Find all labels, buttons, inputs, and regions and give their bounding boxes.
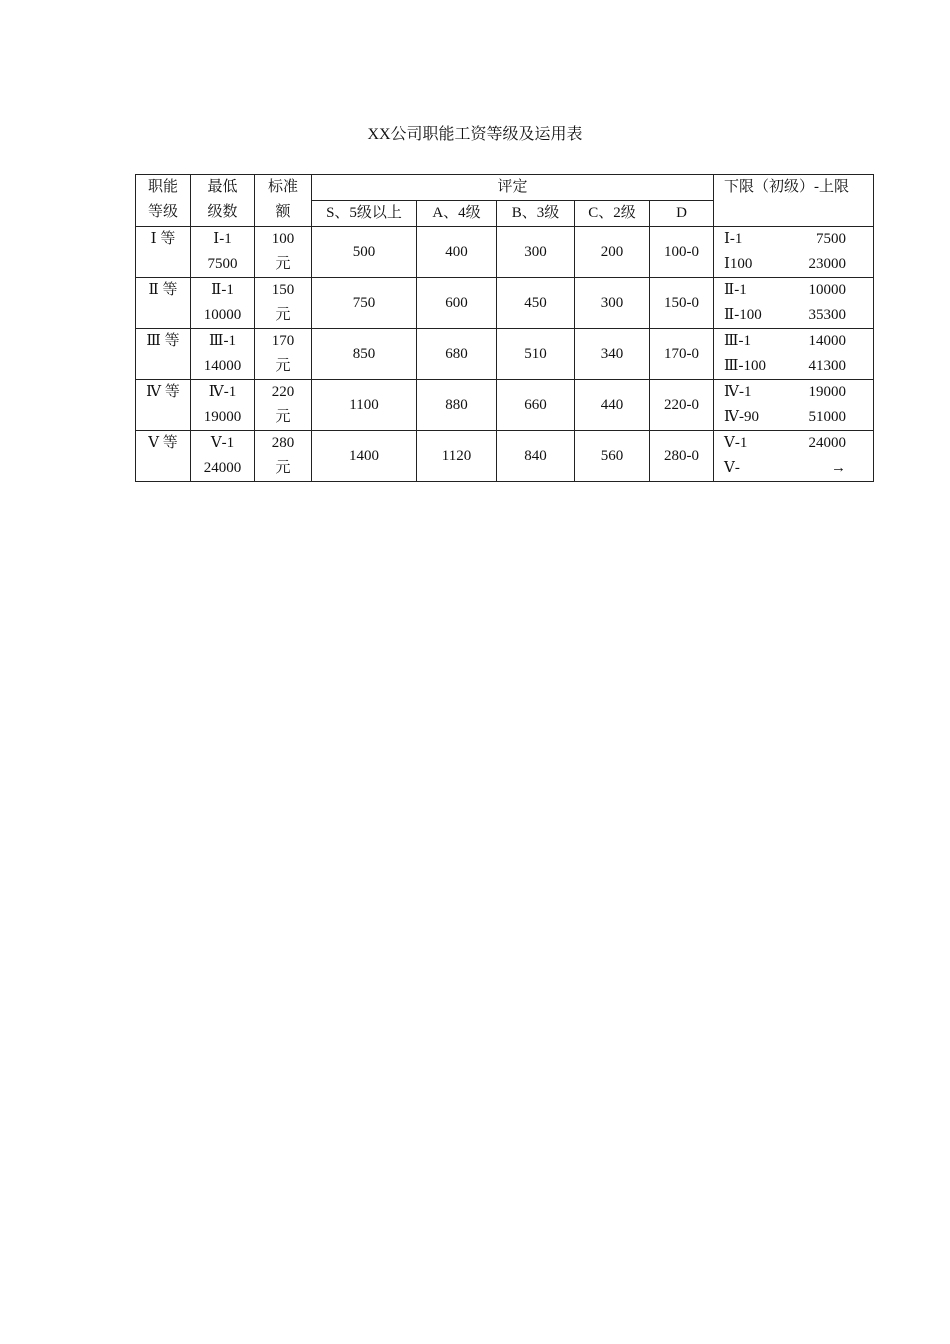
eval-a-cell: 600 (417, 278, 497, 329)
standard-cell (255, 278, 312, 329)
eval-b-cell: 300 (497, 227, 575, 278)
min-level-cell (191, 278, 255, 329)
header-grade (136, 175, 191, 227)
range-cell (714, 227, 874, 278)
standard-unit: 元 (275, 460, 291, 476)
grade-cell: Ⅰ 等 (136, 227, 191, 278)
range-upper (724, 252, 873, 277)
page-title: XX公司职能工资等级及运用表 (367, 126, 583, 143)
eval-s-cell: 750 (312, 278, 417, 329)
eval-d-cell: 150-0 (650, 278, 714, 329)
header-grade-line1: 职能 (147, 179, 178, 195)
range-lower-value: 10000 (808, 282, 846, 298)
range-lower (724, 329, 873, 354)
eval-d-cell: 280-0 (650, 431, 714, 482)
min-level-amount: 7500 (207, 256, 238, 272)
standard-unit: 元 (275, 307, 291, 323)
range-upper-code: Ⅳ-90 (724, 409, 759, 425)
range-cell (714, 431, 874, 482)
range-lower-code: Ⅴ-1 (724, 435, 748, 451)
min-level-amount: 19000 (203, 409, 242, 425)
header-min-level (191, 175, 255, 227)
standard-amount: 150 (271, 282, 295, 298)
min-level-amount: 10000 (203, 307, 242, 323)
min-level-cell (191, 329, 255, 380)
header-std-line1: 标准 (267, 179, 298, 195)
header-row-1 (136, 175, 874, 201)
header-min-line1: 最低 (207, 179, 238, 195)
table-row (136, 278, 874, 329)
standard-amount: 280 (271, 435, 295, 451)
min-level-code: Ⅴ-1 (210, 435, 235, 451)
range-upper-value: 35300 (808, 307, 846, 323)
standard-unit: 元 (275, 358, 291, 374)
wage-grade-table (135, 174, 874, 482)
eval-c-cell: 340 (575, 329, 650, 380)
standard-cell (255, 431, 312, 482)
range-lower-value: 19000 (808, 384, 846, 400)
eval-a-cell: 400 (417, 227, 497, 278)
standard-cell (255, 380, 312, 431)
grade-cell: Ⅴ 等 (136, 431, 191, 482)
header-range: 下限（初级）-上限 (714, 175, 874, 227)
header-min-line2: 级数 (207, 204, 238, 220)
eval-a-cell: 1120 (417, 431, 497, 482)
eval-a-cell: 680 (417, 329, 497, 380)
range-upper-code: Ⅱ-100 (724, 307, 762, 323)
header-eval-d: D (650, 201, 714, 227)
range-lower (724, 278, 873, 303)
range-upper-code: Ⅰ100 (724, 256, 753, 272)
range-upper-value: 23000 (808, 256, 846, 272)
range-upper (724, 405, 873, 430)
eval-d-cell: 220-0 (650, 380, 714, 431)
range-upper (724, 303, 873, 328)
min-level-cell (191, 380, 255, 431)
min-level-amount: 24000 (203, 460, 242, 476)
eval-a-cell: 880 (417, 380, 497, 431)
range-lower-value: 14000 (808, 333, 846, 349)
eval-s-cell: 850 (312, 329, 417, 380)
range-cell (714, 380, 874, 431)
eval-d-cell: 100-0 (650, 227, 714, 278)
header-eval-s: S、5级以上 (312, 201, 417, 227)
range-lower-value: 24000 (808, 435, 846, 451)
min-level-cell (191, 431, 255, 482)
range-lower-code: Ⅱ-1 (724, 282, 747, 298)
table-row (136, 227, 874, 278)
range-upper-code: Ⅲ-100 (724, 358, 766, 374)
eval-b-cell: 510 (497, 329, 575, 380)
range-upper-value: 51000 (808, 409, 846, 425)
eval-b-cell: 450 (497, 278, 575, 329)
eval-s-cell: 500 (312, 227, 417, 278)
min-level-code: Ⅰ-1 (213, 231, 232, 247)
range-lower-code: Ⅰ-1 (724, 231, 743, 247)
standard-amount: 170 (271, 333, 295, 349)
header-standard (255, 175, 312, 227)
range-lower (724, 380, 873, 405)
eval-c-cell: 200 (575, 227, 650, 278)
range-cell (714, 278, 874, 329)
eval-c-cell: 560 (575, 431, 650, 482)
grade-cell: Ⅱ 等 (136, 278, 191, 329)
standard-cell (255, 227, 312, 278)
eval-b-cell: 840 (497, 431, 575, 482)
grade-cell: Ⅳ 等 (136, 380, 191, 431)
min-level-cell (191, 227, 255, 278)
table-row (136, 431, 874, 482)
range-upper (724, 456, 873, 481)
eval-c-cell: 440 (575, 380, 650, 431)
header-eval-a: A、4级 (417, 201, 497, 227)
range-lower-code: Ⅳ-1 (724, 384, 752, 400)
eval-s-cell: 1400 (312, 431, 417, 482)
header-std-line2: 额 (275, 204, 291, 220)
range-lower-value: 7500 (816, 231, 846, 247)
min-level-code: Ⅱ-1 (211, 282, 234, 298)
eval-s-cell: 1100 (312, 380, 417, 431)
range-lower-code: Ⅲ-1 (724, 333, 751, 349)
grade-cell: Ⅲ 等 (136, 329, 191, 380)
table-row (136, 380, 874, 431)
standard-amount: 220 (271, 384, 295, 400)
range-upper-value: 41300 (808, 358, 846, 374)
header-evaluation: 评定 (312, 175, 714, 201)
min-level-code: Ⅲ-1 (209, 333, 236, 349)
range-lower (724, 431, 873, 456)
standard-cell (255, 329, 312, 380)
header-grade-line2: 等级 (147, 204, 178, 220)
header-eval-b: B、3级 (497, 201, 575, 227)
range-upper (724, 354, 873, 379)
standard-amount: 100 (271, 231, 295, 247)
table-row (136, 329, 874, 380)
standard-unit: 元 (275, 256, 291, 272)
min-level-amount: 14000 (203, 358, 242, 374)
standard-unit: 元 (275, 409, 291, 425)
eval-d-cell: 170-0 (650, 329, 714, 380)
eval-c-cell: 300 (575, 278, 650, 329)
eval-b-cell: 660 (497, 380, 575, 431)
range-upper-code: Ⅴ- (724, 460, 740, 476)
min-level-code: Ⅳ-1 (208, 384, 237, 400)
header-eval-c: C、2级 (575, 201, 650, 227)
range-lower (724, 227, 873, 252)
arrow-right-icon: → (831, 460, 846, 476)
range-cell (714, 329, 874, 380)
